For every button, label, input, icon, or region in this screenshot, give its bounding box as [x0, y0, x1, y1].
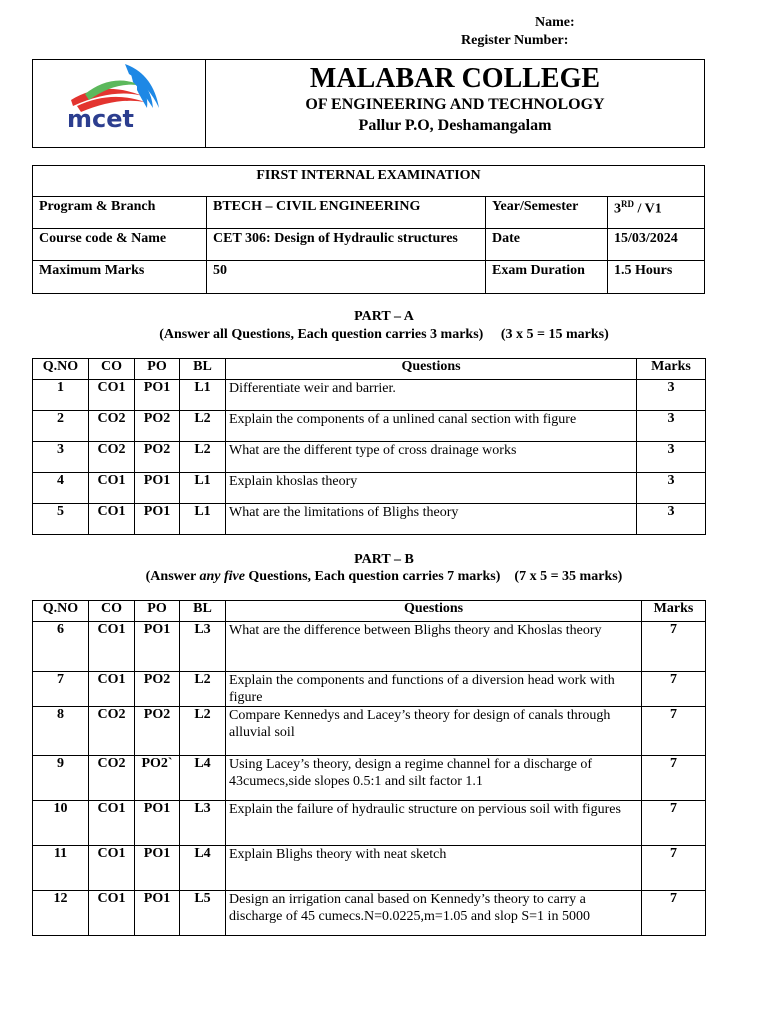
question-number: 7 — [33, 672, 89, 707]
blooms-level: L5 — [180, 891, 226, 936]
question-number: 9 — [33, 756, 89, 801]
question-marks: 7 — [642, 756, 706, 801]
col-header: Questions — [226, 359, 637, 380]
program-label: Program & Branch — [33, 197, 207, 229]
program-outcome: PO1 — [135, 891, 180, 936]
question-text: Explain khoslas theory — [226, 473, 637, 504]
question-row — [33, 442, 706, 473]
col-header: PO — [135, 601, 180, 622]
question-text: What are the difference between Blighs theory and Khoslas theory — [226, 622, 642, 672]
question-marks: 7 — [642, 891, 706, 936]
program-outcome: PO1 — [135, 473, 180, 504]
blooms-level: L4 — [180, 756, 226, 801]
col-header: BL — [180, 601, 226, 622]
question-marks: 3 — [637, 380, 706, 411]
question-row — [33, 672, 706, 707]
program-outcome: PO1 — [135, 504, 180, 535]
blooms-level: L1 — [180, 473, 226, 504]
part-a-table — [32, 358, 706, 535]
question-marks: 3 — [637, 504, 706, 535]
part-b-title: PART – B — [354, 552, 414, 567]
question-row — [33, 380, 706, 411]
question-marks: 7 — [642, 846, 706, 891]
question-marks: 7 — [642, 622, 706, 672]
max-marks-value: 50 — [207, 261, 486, 294]
question-row — [33, 801, 706, 846]
question-text: Differentiate weir and barrier. — [226, 380, 637, 411]
course-outcome: CO1 — [89, 473, 135, 504]
course-outcome: CO2 — [89, 442, 135, 473]
question-text: Compare Kennedys and Lacey’s theory for design of canals through alluvial soil — [226, 707, 642, 756]
blooms-level: L1 — [180, 380, 226, 411]
course-outcome: CO1 — [89, 504, 135, 535]
part-a-title: PART – A — [354, 309, 414, 324]
date-value: 15/03/2024 — [608, 229, 705, 261]
question-number: 6 — [33, 622, 89, 672]
question-number: 1 — [33, 380, 89, 411]
question-marks: 3 — [637, 442, 706, 473]
question-text: What are the limitations of Blighs theory — [226, 504, 637, 535]
col-header: Marks — [642, 601, 706, 622]
year-value: 3RD / V1 — [608, 197, 705, 229]
course-outcome: CO1 — [89, 380, 135, 411]
program-outcome: PO1 — [135, 622, 180, 672]
question-text: Explain the failure of hydraulic structure on pervious soil with figures — [226, 801, 642, 846]
col-header: Q.NO — [33, 359, 89, 380]
question-text: Explain the components and functions of a diversion head work with figure — [226, 672, 642, 707]
exam-info-table — [32, 165, 705, 294]
course-outcome: CO1 — [89, 846, 135, 891]
date-label: Date — [486, 229, 608, 261]
question-number: 8 — [33, 707, 89, 756]
blooms-level: L3 — [180, 622, 226, 672]
college-subtitle: OF ENGINEERING AND TECHNOLOGY — [305, 96, 605, 113]
register-number-label: Register Number: — [461, 33, 569, 48]
duration-value: 1.5 Hours — [608, 261, 705, 294]
course-outcome: CO1 — [89, 801, 135, 846]
course-label: Course code & Name — [33, 229, 207, 261]
question-number: 10 — [33, 801, 89, 846]
max-marks-label: Maximum Marks — [33, 261, 207, 294]
question-number: 11 — [33, 846, 89, 891]
question-marks: 3 — [637, 411, 706, 442]
exam-title: FIRST INTERNAL EXAMINATION — [33, 166, 705, 197]
program-outcome: PO1 — [135, 801, 180, 846]
blooms-level: L2 — [180, 672, 226, 707]
question-text: Explain Blighs theory with neat sketch — [226, 846, 642, 891]
logo-cell — [33, 60, 206, 148]
col-header: CO — [89, 601, 135, 622]
program-outcome: PO2 — [135, 411, 180, 442]
question-marks: 7 — [642, 707, 706, 756]
course-outcome: CO1 — [89, 891, 135, 936]
question-number: 2 — [33, 411, 89, 442]
question-row — [33, 504, 706, 535]
program-outcome: PO1 — [135, 380, 180, 411]
course-outcome: CO1 — [89, 672, 135, 707]
college-header — [32, 59, 705, 148]
part-b-instruction: (Answer any five Questions, Each question carries 7 marks) (7 x 5 = 35 marks) — [145, 569, 623, 584]
name-label: Name: — [535, 15, 575, 30]
question-marks: 3 — [637, 473, 706, 504]
question-marks: 7 — [642, 801, 706, 846]
question-row — [33, 891, 706, 936]
duration-label: Exam Duration — [486, 261, 608, 294]
question-marks: 7 — [642, 672, 706, 707]
program-outcome: PO1 — [135, 846, 180, 891]
mcet-logo — [33, 60, 205, 147]
program-outcome: PO2 — [135, 442, 180, 473]
blooms-level: L4 — [180, 846, 226, 891]
blooms-level: L2 — [180, 707, 226, 756]
college-address: Pallur P.O, Deshamangalam — [358, 117, 552, 134]
course-outcome: CO1 — [89, 622, 135, 672]
question-text: Explain the components of a unlined canal section with figure — [226, 411, 637, 442]
col-header: PO — [135, 359, 180, 380]
program-outcome: PO2 — [135, 672, 180, 707]
question-row — [33, 622, 706, 672]
year-label: Year/Semester — [486, 197, 608, 229]
question-number: 12 — [33, 891, 89, 936]
question-text: What are the different type of cross drainage works — [226, 442, 637, 473]
question-number: 5 — [33, 504, 89, 535]
program-outcome: PO2` — [135, 756, 180, 801]
blooms-level: L2 — [180, 411, 226, 442]
blooms-level: L2 — [180, 442, 226, 473]
college-title-cell — [206, 60, 705, 148]
question-row — [33, 411, 706, 442]
question-text: Design an irrigation canal based on Kennedy’s theory to carry a discharge of 45 cumecs.N=0.0225,m=1.05 and slop S=1 in 5000 — [226, 891, 642, 936]
college-name: MALABAR COLLEGE — [309, 63, 601, 94]
col-header: BL — [180, 359, 226, 380]
blooms-level: L3 — [180, 801, 226, 846]
question-number: 4 — [33, 473, 89, 504]
question-number: 3 — [33, 442, 89, 473]
program-outcome: PO2 — [135, 707, 180, 756]
part-a-instruction: (Answer all Questions, Each question carries 3 marks) (3 x 5 = 15 marks) — [159, 327, 609, 342]
course-value: CET 306: Design of Hydraulic structures — [207, 229, 486, 261]
question-row — [33, 707, 706, 756]
program-value: BTECH – CIVIL ENGINEERING — [207, 197, 486, 229]
question-row — [33, 756, 706, 801]
question-row — [33, 473, 706, 504]
question-row — [33, 846, 706, 891]
course-outcome: CO2 — [89, 411, 135, 442]
col-header: Questions — [226, 601, 642, 622]
part-b-table — [32, 600, 706, 936]
course-outcome: CO2 — [89, 707, 135, 756]
blooms-level: L1 — [180, 504, 226, 535]
question-text: Using Lacey’s theory, design a regime channel for a discharge of 43cumecs,side slopes 0.5:1 and silt factor 1.1 — [226, 756, 642, 801]
col-header: Marks — [637, 359, 706, 380]
course-outcome: CO2 — [89, 756, 135, 801]
col-header: Q.NO — [33, 601, 89, 622]
logo-text: mcet — [67, 105, 134, 133]
col-header: CO — [89, 359, 135, 380]
